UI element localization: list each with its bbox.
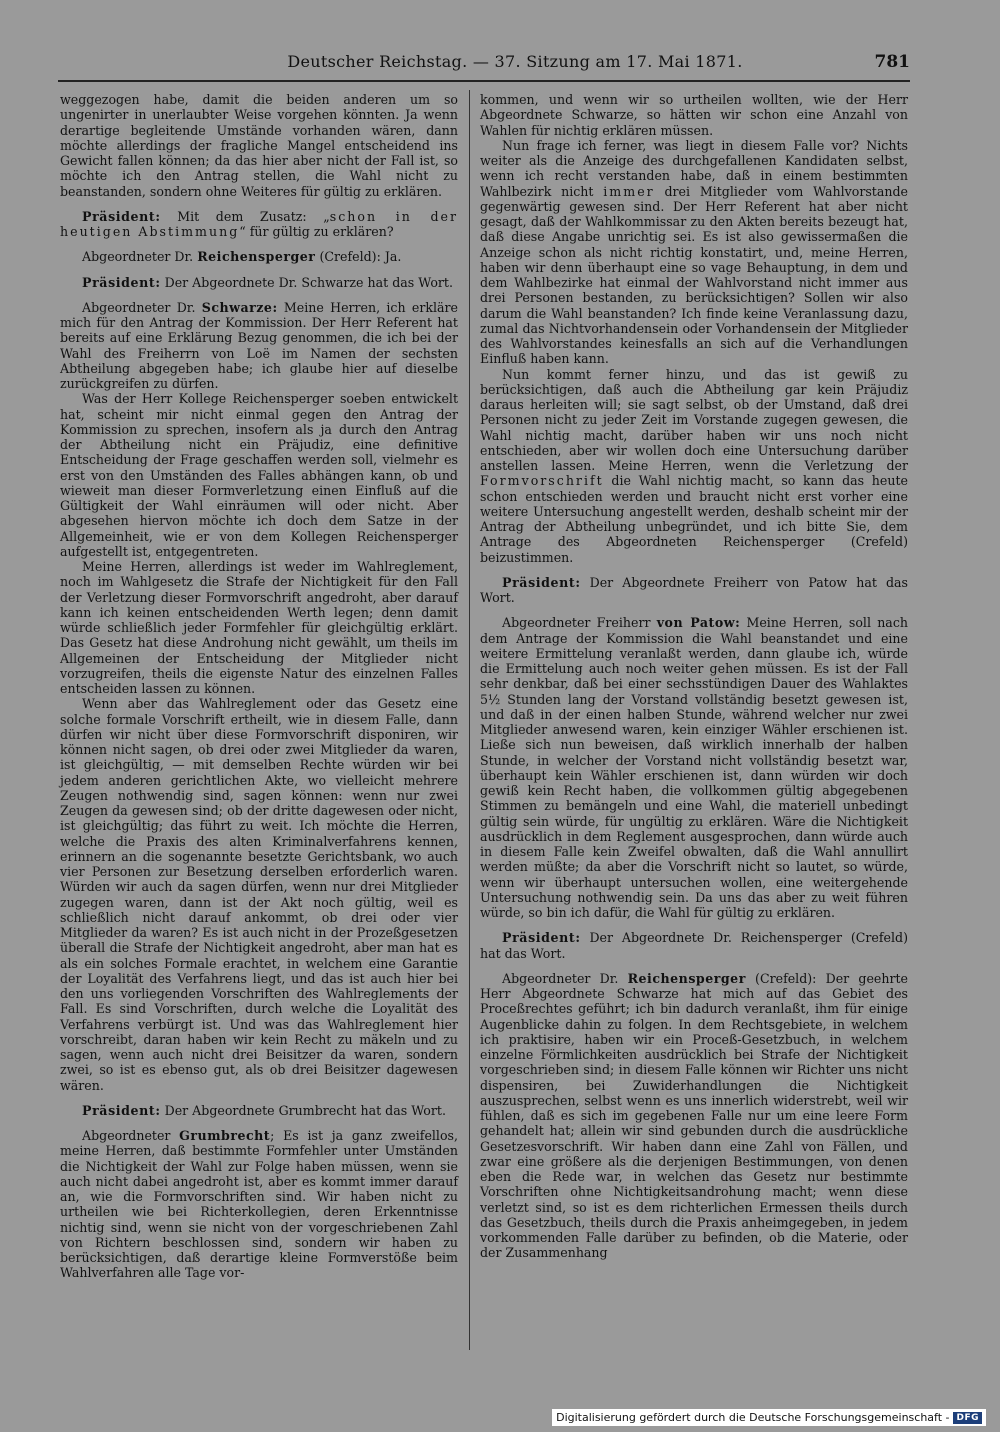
speaker-label: Präsident: — [82, 1102, 161, 1118]
paragraph: Abgeordneter Dr. Reichensperger (Crefeld): Der geehrte Herr Abgeordnete Schwarze hat mich auf das Gebiet des Proceßrechtes geführt; ich bin dadurch veranlaßt, ihm für einige Augenblicke dahin zu folgen. In dem Rechtsgebiete, in welchem ich praktisire, haben wir ein Proceß-Gesetzbuch, in welchem einzelne Förmlichkeiten ausdrücklich bei Strafe der Nichtigkeit vorgeschrieben sind; in diesem Falle können wir Richter uns nicht dispensiren, bei Zuwiderhandlungen die Nichtigkeit auszusprechen, selbst wenn es uns innerlich widerstrebt, weil wir fühlen, daß es sich im gegebenen Falle nur um eine leere Form gehandelt hat; allein wir sind gebunden durch die ausdrückliche Gesetzesvorschrift. Wir haben dann eine Zahl von Fällen, und zwar eine größere als die derjenigen Bestimmungen, von denen eben die Rede war, in welchen das Gesetz nur bestimmte Vorschriften ohne Nichtigkeitsandrohung macht; wenn diese verletzt sind, so ist es dem richterlichen Ermessen theils durch das Gesetzbuch, theils durch die Praxis anheimgegeben, in jedem vorkommenden Falle darüber zu befinden, ob die Materie, oder der Zusammenhang — [480, 970, 908, 1261]
paragraph: Abgeordneter Dr. Schwarze: Meine Herren, ich erkläre mich für den Antrag der Kommission. Der Herr Referent hat bereits auf eine Erklärung Bezug genommen, die ich bei der Wahl des Freiherrn von Loë im Namen der sechsten Abtheilung abgegeben habe; ich glaube hier auf dieselbe zurückgreifen zu dürfen. — [60, 299, 458, 391]
page-number: 781 — [874, 52, 910, 72]
paragraph: Abgeordneter Freiherr von Patow: Meine Herren, soll nach dem Antrage der Kommission die Wahl beanstandet und eine weitere Ermittelung veranlaßt werden, dann glaube ich, würde die Ermittelung auch noch weiter gehen müssen. Es ist der Fall sehr denkbar, daß bei einer sechsstündigen Dauer des Wahlaktes 5½ Stunden lang der Vorstand vollständig besetzt gewesen ist, und daß in der einen halben Stunde, während welcher nur zwei Mitglieder anwesend waren, kein einziger Wähler erschienen ist. Ließe sich nun beweisen, daß wirklich innerhalb der halben Stunde, in welcher der Vorstand nicht vollständig besetzt war, überhaupt kein Wähler erschienen ist, dann würden wir doch gewiß kein Recht haben, die vollkommen gültig abgegebenen Stimmen zu bemängeln und eine Wahl, die materiell unbedingt gültig sein würde, für ungültig zu erklären. Wäre die Nichtigkeit ausdrücklich in dem Reglement ausgesprochen, dann würde auch in diesem Falle kein Zweifel obwalten, daß die Wahl annullirt werden müßte; da aber die Vorschrift nicht so lautet, so würde, wenn wir überhaupt untersuchen wollen, eine weitergehende Untersuchung nothwendig sein. Da uns das aber zu weit führen würde, so bin ich dafür, die Wahl für gültig zu erklären. — [480, 615, 908, 920]
speaker-name: Grumbrecht — [179, 1128, 271, 1143]
speaker-label: Präsident: — [502, 574, 581, 590]
paragraph: Was der Herr Kollege Reichensperger soeben entwickelt hat, scheint mir nicht einmal gegen den Antrag der Kommission zu sprechen, insofern als ja durch den Antrag der Abtheilung nicht ein Präjudiz, eine definitive Entscheidung der Frage geschaffen werden soll, vielmehr es erst von den Umständen des Falles abhängen kann, ob und wieweit man dieser Formverletzung einen Einfluß auf die Gültigkeit der Wahl einräumen will oder nicht. Aber abgesehen hiervon möchte ich doch dem Satze in der Allgemeinheit, wie er von dem Kollegen Reichensperger aufgestellt ist, entgegentreten. — [60, 391, 458, 559]
left-column — [60, 92, 458, 1281]
speaker-label: Präsident: — [502, 930, 581, 946]
page-header — [60, 52, 910, 78]
paragraph: Präsident: Mit dem Zusatz: „schon in der heutigen Abstimmung“ für gültig zu erklären? — [60, 208, 458, 239]
column-divider — [469, 90, 470, 1350]
footer-text: Digitalisierung gefördert durch die Deutsche Forschungsgemeinschaft - — [556, 1411, 950, 1424]
speaker-label: Präsident: — [82, 274, 161, 290]
paragraph: Präsident: Der Abgeordnete Grumbrecht hat das Wort. — [82, 1102, 446, 1118]
speaker-name: von Patow: — [656, 615, 741, 631]
header-title: Deutscher Reichstag. — 37. Sitzung am 17. Mai 1871. — [287, 52, 743, 71]
speaker-label: Präsident: — [82, 208, 161, 224]
paragraph: Präsident: Der Abgeordnete Freiherr von Patow hat das Wort. — [480, 574, 908, 605]
paragraph: kommen, und wenn wir so urtheilen wollten, wie der Herr Abgeordnete Schwarze, so hätten wir schon eine Anzahl von Wahlen für nichtig erklären müssen. — [480, 92, 908, 138]
paragraph: Abgeordneter Dr. Reichensperger (Crefeld): Ja. — [82, 249, 402, 265]
paragraph: Meine Herren, allerdings ist weder im Wahlreglement, noch im Wahlgesetz die Strafe der Nichtigkeit für den Fall der Verletzung dieser Formvorschrift angedroht, aber darauf kann ich keinen entscheidenden Werth legen; denn damit würde schließlich jeder Formfehler für gleichgültig erklärt. Das Gesetz hat diese Androhung nicht gewählt, um theils im Allgemeinen der Entscheidung der Mitglieder nicht vorzugreifen, theils die eigenste Natur des einzelnen Falles entscheiden lassen zu können. — [60, 559, 458, 696]
digitization-footer — [552, 1409, 986, 1426]
paragraph: Wenn aber das Wahlreglement oder das Gesetz eine solche formale Vorschrift ertheilt, wie in diesem Falle, dann dürfen wir nicht über diese Formvorschrift disponiren, wir können nicht sagen, ob drei oder zwei Mitglieder da waren, ist gleichgültig, — mit demselben Rechte würden wir bei jedem anderen gerichtlichen Akte, wo vielleicht mehrere Zeugen nothwendig sind, sagen können: wenn nur zwei Zeugen da gewesen sind; ob der dritte dagewesen oder nicht, ist gleichgültig; das führt zu weit. Ich möchte die Herren, welche die Praxis des alten Kriminalverfahrens kennen, erinnern an die sogenannte besetzte Gerichtsbank, wo auch vier Personen zur Besetzung derselben erforderlich waren. Würden wir auch da sagen dürfen, wenn nur drei Mitglieder zugegen waren, dann ist der Akt noch gültig, weil es schließlich nicht darauf ankommt, ob drei oder vier Mitglieder da waren? Es ist auch nicht in der Prozeßgesetzen überall die Strafe der Nichtigkeit angedroht, aber man hat es als ein solches Formale erachtet, in welchem eine Garantie der Loyalität des Verfahrens liegt, und das ist auch hier bei den uns vorliegenden Vorschriften des Wahlreglements der Fall. Es sind Vorschriften, durch welche die Loyalität des Verfahrens verbürgt ist. Und was das Wahlreglement hier vorschreibt, daran haben wir kein Recht zu mäkeln und zu sagen, wenn auch nicht drei Beisitzer da waren, sondern zwei, so ist es ebenso gut, als ob drei Beisitzer dagewesen wären. — [60, 696, 458, 1093]
paragraph: Präsident: Der Abgeordnete Dr. Schwarze hat das Wort. — [82, 274, 453, 290]
speaker-name: Reichensperger — [627, 970, 746, 986]
paragraph: Abgeordneter Grumbrecht; Es ist ja ganz zweifellos, meine Herren, daß bestimmte Formfehler unter Umständen die Nichtigkeit der Wahl zur Folge haben müssen, wenn sie auch nicht dabei angedroht ist, aber es kommt immer darauf an, wie die Formvorschriften sind. Wir haben nicht zu urtheilen wie bei Richterkollegien, deren Erkenntnisse nichtig sind, wenn sie nicht von der vorgeschriebenen Zahl von Richtern beschlossen sind, sondern wir haben zu berücksichtigen, daß derartige kleine Formverstöße beim Wahlverfahren alle Tage vor- — [60, 1128, 459, 1281]
paragraph: Nun frage ich ferner, was liegt in diesem Falle vor? Nichts weiter als die Anzeige des durchgefallenen Kandidaten selbst, wenn ich recht verstanden habe, daß in einem bestimmten Wahlbezirk nicht immer drei Mitglieder vom Wahlvorstande gegenwärtig gewesen sind. Der Herr Referent hat aber nicht gesagt, daß der Wahlkommissar zu den Akten bereits bezeugt hat, daß diese Angabe unrichtig sei. Es ist also gewissermaßen die Anzeige schon als nicht richtig konstatirt, und, meine Herren, haben wir denn überhaupt eine so vage Behauptung, in dem und dem Wahlbezirke hat einmal der Wahlvorstand nicht immer aus drei Personen bestanden, zu berücksichtigen? Sollen wir also darum die Wahl beanstanden? Ich finde keine Veranlassung dazu, zumal das Nichtvorhandensein oder Vorhandensein der Mitglieder des Wahlvorstandes keinesfalls an sich auf die Verhandlungen Einfluß haben kann. — [480, 137, 908, 367]
paragraph: Nun kommt ferner hinzu, und das ist gewiß zu berücksichtigen, daß auch die Abtheilung gar kein Präjudiz daraus herleiten will; sie sagt selbst, ob der Umstand, daß drei Personen nicht zu jeder Zeit im Vorstande zugegen gewesen, die Wahl nichtig macht, darüber haben wir uns noch nicht entschieden, aber wir wollen doch eine Untersuchung darüber anstellen lassen. Meine Herren, wenn die Verletzung der Formvorschrift die Wahl nichtig macht, so kann das heute schon entschieden werden und braucht nicht erst vorher eine weitere Untersuchung angestellt werden, deshalb scheint mir der Antrag der Abtheilung unbegründet, und ich bitte Sie, dem Antrage des Abgeordneten Reichensperger (Crefeld) beizustimmen. — [480, 366, 908, 565]
paragraph: Präsident: Der Abgeordnete Dr. Reichensperger (Crefeld) hat das Wort. — [480, 930, 908, 961]
speaker-name: Schwarze: — [201, 299, 278, 315]
paragraph: weggezogen habe, damit die beiden anderen um so ungenirter in unerlaubter Weise vorgehen könnten. Ja wenn derartige begleitende Umstände vorhanden wären, dann möchte allerdings der fragliche Mangel entscheidend ins Gewicht fallen können; da das hier aber nicht der Fall ist, so möchte ich den Antrag stellen, die Wahl nicht zu beanstanden, sondern ohne Weiteres für gültig zu erklären. — [60, 92, 458, 199]
dfg-logo: DFG — [953, 1412, 982, 1424]
right-column — [480, 92, 908, 1261]
speaker-name: Reichensperger — [197, 249, 316, 265]
header-rule — [58, 80, 910, 82]
